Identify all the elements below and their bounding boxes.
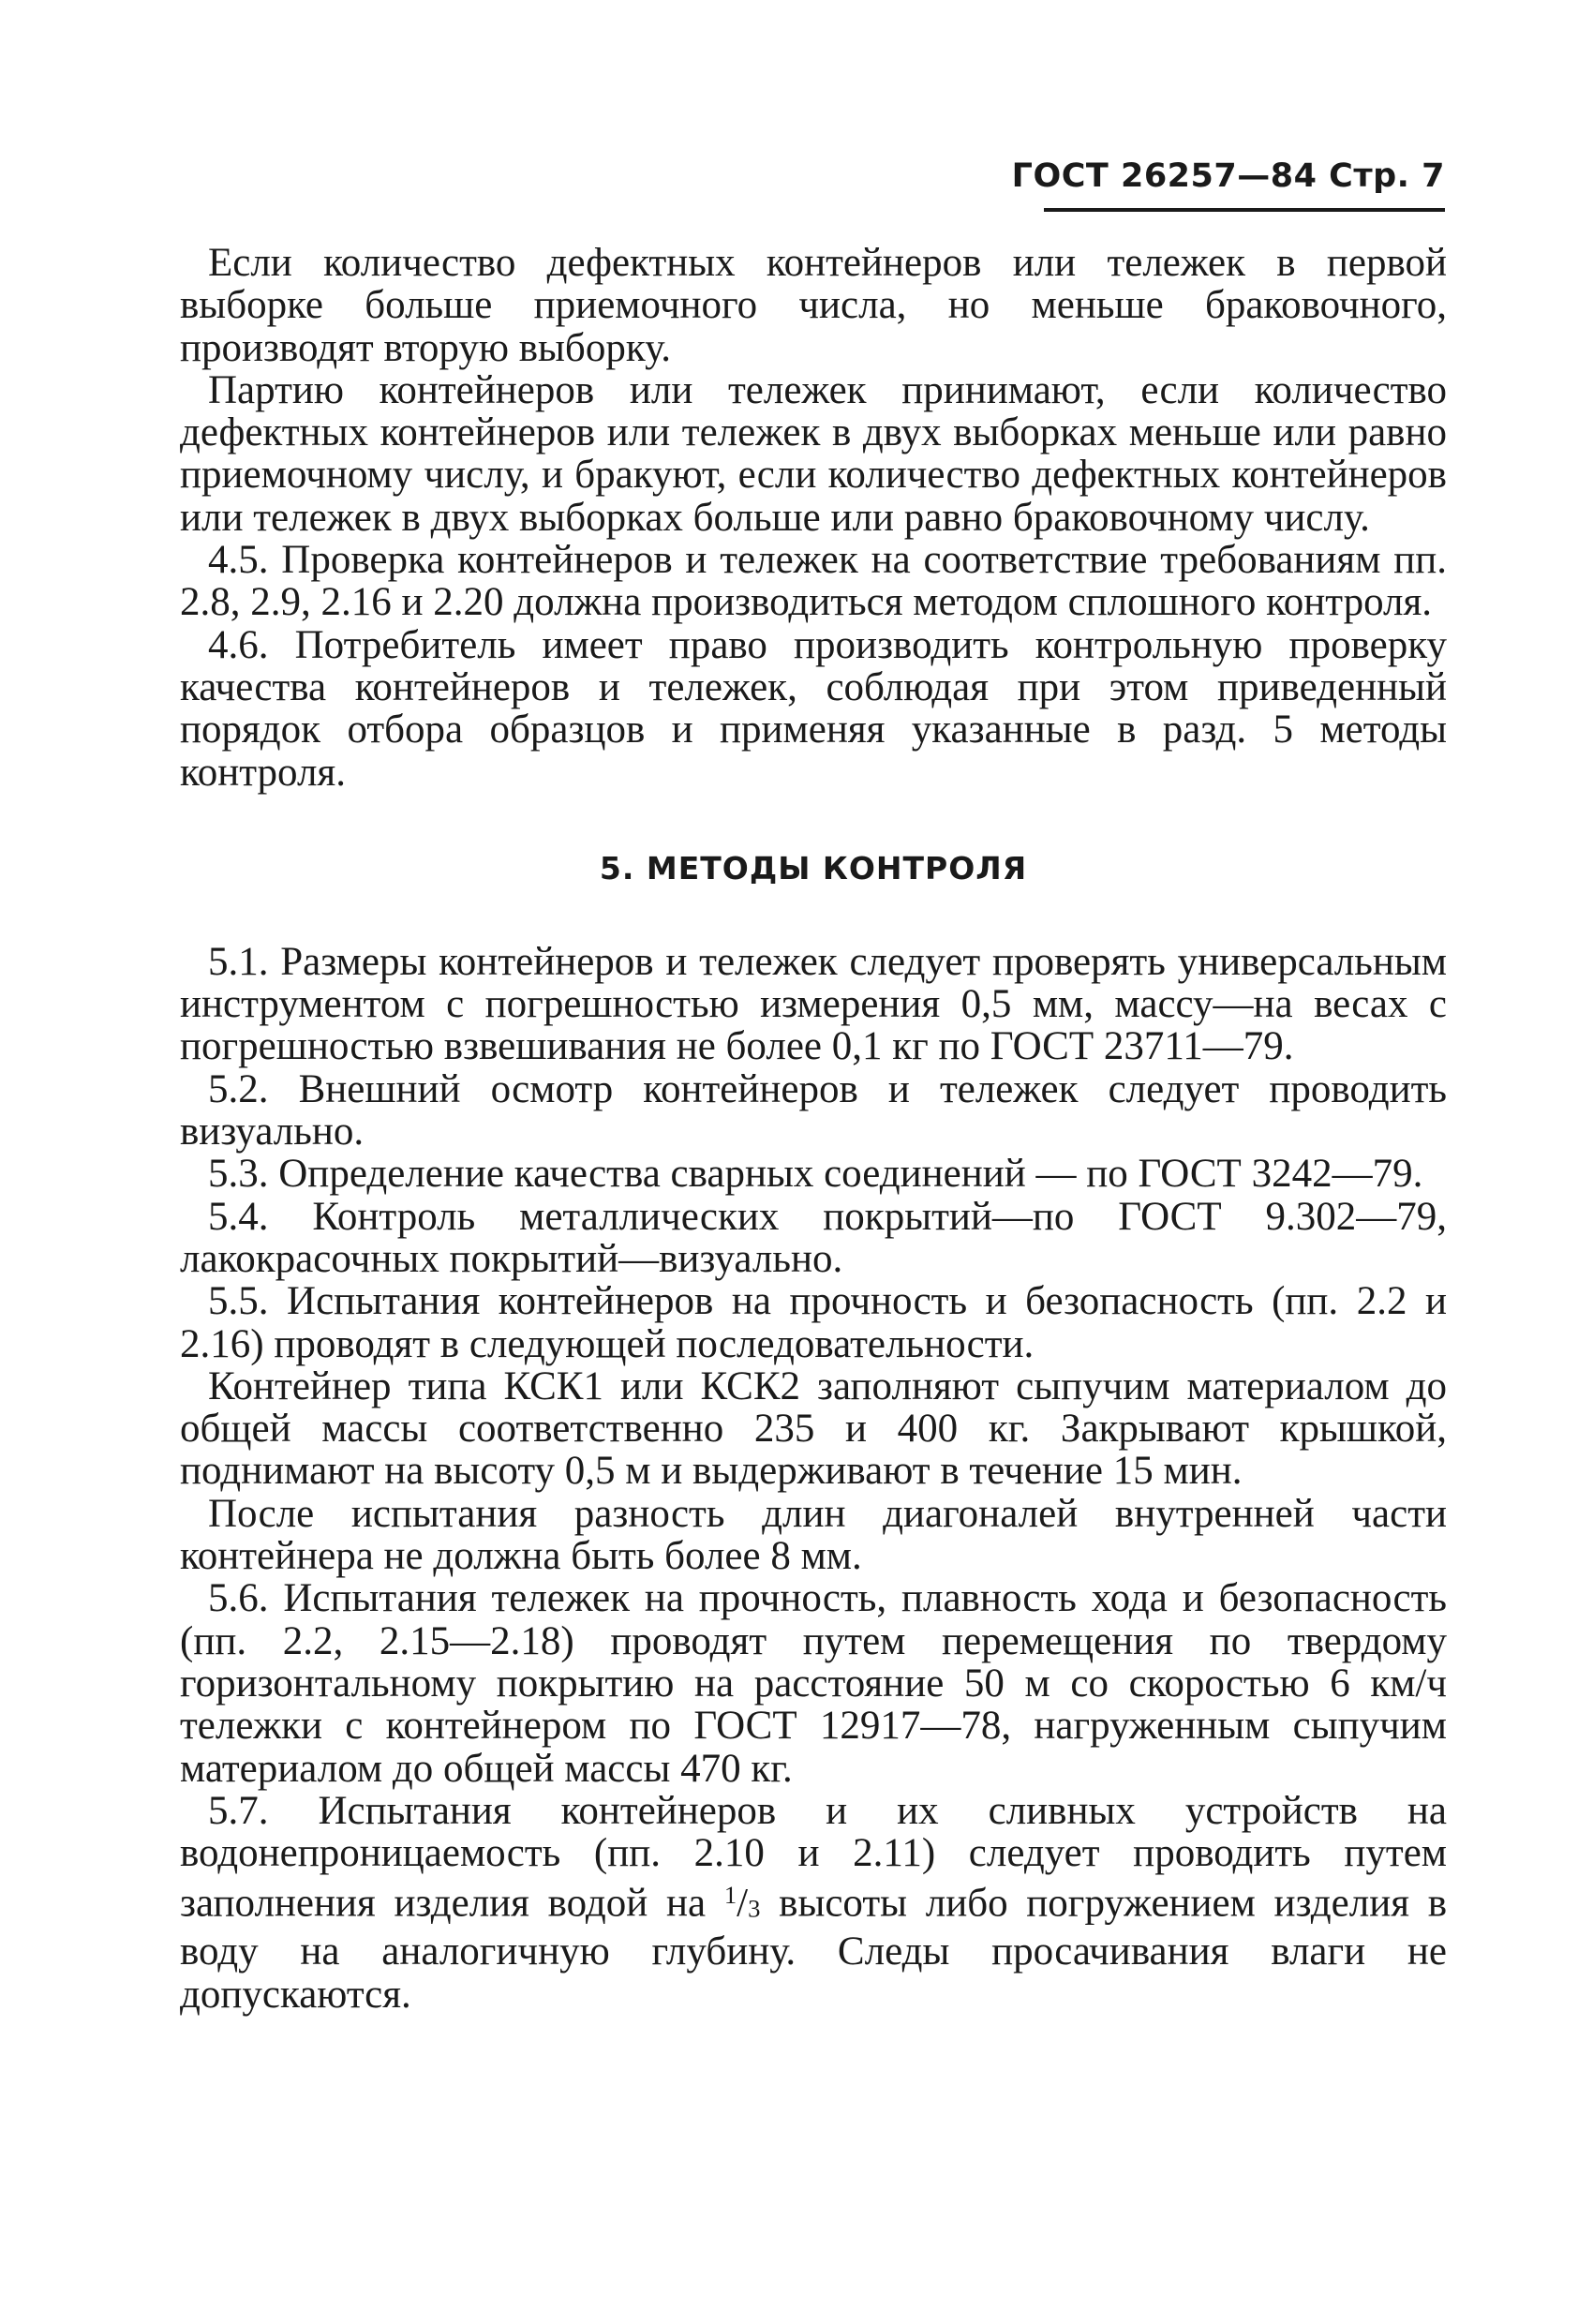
page-header [1011, 157, 1445, 214]
paragraph: После испытания разность длин диагоналей внутренней части контейнера не должна быть более 8 мм. [180, 1491, 1447, 1579]
text-segment: 5.7. Испытания контейнеров и их сливных устройств на водонепроницаемость (пп. 2.10 и 2.11) следует проводить путем заполнения изделия водой на [180, 1788, 1447, 1926]
paragraph: 5.3. Определение качества сварных соединений — по ГОСТ 3242—79. [208, 1152, 1423, 1197]
paragraph: Контейнер типа КСК1 или КСК2 заполняют сыпучим материалом до общей массы соответственно 235 и 400 кг. Закрывают крышкой, поднимают на высоту 0,5 м и выдерживают в течение 15 мин. [180, 1363, 1447, 1494]
fraction-numerator: 1 [723, 1881, 737, 1910]
text-segment: высоты либо погружением изделия в воду на аналогичную глубину. Следы просачивания влаги не допускаются. [180, 1881, 1448, 2017]
paragraph: 5.1. Размеры контейнеров и тележек следует проверять универсальным инструментом с погрешностью измерения 0,5 мм, массу—на весах с погрешностью взвешивания не более 0,1 кг по ГОСТ 23711—79. [180, 939, 1447, 1069]
paragraph: 4.5. Проверка контейнеров и тележек на соответствие требованиям пп. 2.8, 2.9, 2.16 и 2.20 должна производиться методом сплошного контроля. [180, 538, 1447, 625]
document-body [180, 242, 1447, 2016]
paragraph: 5.2. Внешний осмотр контейнеров и тележек следует проводить визуально. [180, 1066, 1447, 1155]
paragraph: Если количество дефектных контейнеров или тележек в первой выборке больше приемочного числа, но меньше браковочного, производят вторую выборку. [180, 241, 1447, 370]
header-text: ГОСТ 26257—84 Стр. 7 [1011, 157, 1445, 195]
paragraph: 4.6. Потребитель имеет право производить контрольную проверку качества контейнеров и тележек, соблюдая при этом приведенный порядок отбора образцов и применяя указанные в разд. 5 методы контроля. [180, 622, 1447, 795]
section-title: 5. МЕТОДЫ КОНТРОЛЯ [599, 849, 1028, 886]
header-rule [1044, 208, 1445, 212]
paragraph: 5.4. Контроль металлических покрытий—по ГОСТ 9.302—79, лакокрасочных покрытий—визуально. [180, 1194, 1447, 1281]
paragraph: Партию контейнеров или тележек принимают, если количество дефектных контейнеров или тележек в двух выборках меньше или равно приемочному числу, и бракуют, если количество дефектных контейнеров или тележек в двух выборках больше или равно браковочному числу. [180, 367, 1447, 540]
paragraph: 5.5. Испытания контейнеров на прочность и безопасность (пп. 2.2 и 2.16) проводят в следующей последовательности. [180, 1279, 1447, 1366]
fraction-slash: / [737, 1881, 749, 1926]
paragraph-5-7 [180, 1790, 1447, 2016]
fraction-denominator: 3 [748, 1895, 761, 1924]
paragraph: 5.6. Испытания тележек на прочность, плавность хода и безопасность (пп. 2.2, 2.15—2.18) проводят путем перемещения по твердому горизонтальному покрытию на расстояние 50 м со скоростью 6 км/ч тележки с контейнером по ГОСТ 12917—78, нагруженным сыпучим материалом до общей массы 470 кг. [180, 1576, 1447, 1791]
